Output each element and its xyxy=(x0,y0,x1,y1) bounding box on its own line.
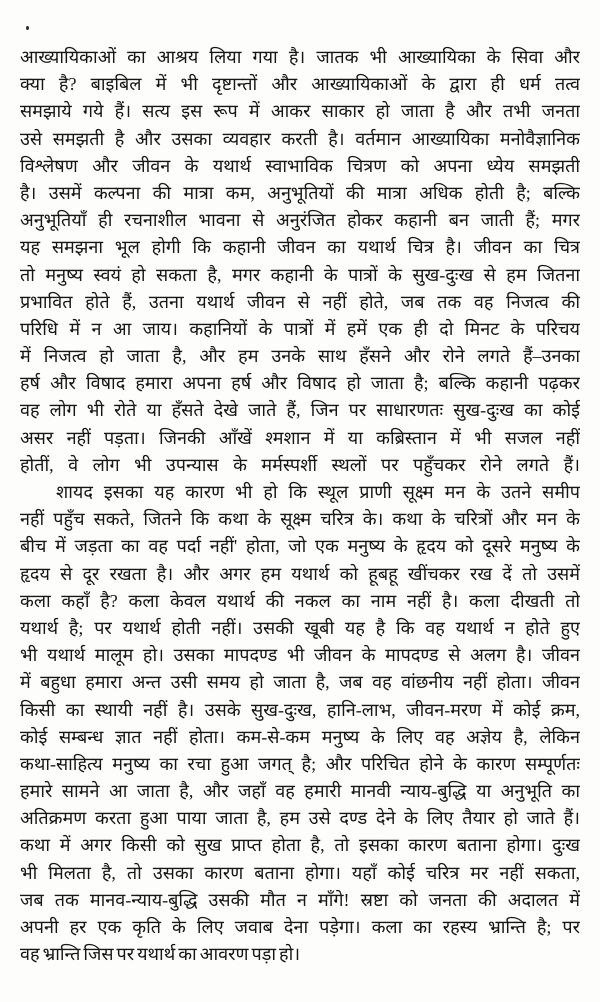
text-line: अपनी हर एक कृति के लिए जवाब देना पड़ेगा। कला का रहस्य भ्रान्ति है; पर xyxy=(20,917,580,937)
text-line: यथार्थ है; पर यथार्थ होती नहीं। उसकी खूबी यह है कि वह यथार्थ न होते हुए xyxy=(20,617,580,638)
text-line: उसे समझती है और उसका व्यवहार करती है। वर्तमान आख्यायिका मनोवैज्ञानिक xyxy=(20,128,580,149)
paragraph-2 xyxy=(20,479,580,968)
text-line: है। उसमें कल्पना की मात्रा कम, अनुभूतियों की मात्रा अधिक होती है; बल्कि xyxy=(20,182,580,203)
text-line: यह समझना भूल होगी कि कहानी जीवन का यथार्थ चित्र है। जीवन का चित्र xyxy=(20,237,580,258)
text-line: तो मनुष्य स्वयं हो सकता है, मगर कहानी के पात्रों के सुख-दुःख से हम जितना xyxy=(20,264,580,285)
text-line: में निजत्व हो जाता है, और हम उनके साथ हँसने और रोने लगते हैं–उनका xyxy=(20,346,580,367)
text-line: कला कहाँ है? कला केवल यथार्थ की नकल का नाम नहीं है। कला दीखती तो xyxy=(20,590,580,611)
text-line: हृदय से दूर रखता है। और अगर हम यथार्थ को हूबहू खींचकर रख दें तो उसमें xyxy=(20,563,580,584)
paragraph-1 xyxy=(20,44,580,479)
text-line: किसी का स्थायी नहीं है। उसके सुख-दुःख, हानि-लाभ, जीवन-मरण में कोई क्रम, xyxy=(20,699,580,720)
text-line: अनुभूतियाँ ही रचनाशील भावना से अनुरंजित होकर कहानी बन जाती हैं; मगर xyxy=(20,210,580,231)
text-line: होतीं, वे लोग भी उपन्यास के मर्मस्पर्शी स्थलों पर पहुँचकर रोने लगते हैं। xyxy=(20,454,580,475)
text-line: नहीं पहुँच सकते, जितने कि कथा के सूक्ष्म चरित्र के। कथा के चरित्रों और मन के xyxy=(20,509,580,530)
text-line: वह भ्रान्ति जिस पर यथार्थ का आवरण पड़ा हो। xyxy=(20,944,301,965)
text-line: विश्लेषण और जीवन के यथार्थ स्वाभाविक चित्रण को अपना ध्येय समझती xyxy=(20,155,580,176)
text-line: शायद इसका यह कारण भी हो कि स्थूल प्राणी सूक्ष्म मन के उतने समीप xyxy=(56,482,580,502)
text-line: कथा-साहित्य मनुष्य का रचा हुआ जगत् है; और परिचित होने के कारण सम्पूर्णतः xyxy=(20,753,580,774)
text-line: भी यथार्थ मालूम हो। उसका मापदण्ड भी जीवन के मापदण्ड से अलग है। जीवन xyxy=(20,645,580,666)
text-line: कथा में अगर किसी को सुख प्राप्त होता है, तो इसका कारण बताना होगा। दुःख xyxy=(20,835,580,856)
text-line: बीच में जड़ता का वह पर्दा नहीं' होता, जो एक मनुष्य के हृदय को दूसरे मनुष्य के xyxy=(20,536,580,557)
text-line: क्या है? बाइबिल में भी दृष्टान्तों और आख्यायिकाओं के द्वारा ही धर्म तत्व xyxy=(20,74,580,95)
text-line: असर नहीं पड़ता। जिनकी आँखें श्मशान में या कब्रिस्तान में भी सजल नहीं xyxy=(20,427,580,448)
ink-speck xyxy=(26,26,29,30)
text-line: आख्यायिकाओं का आश्रय लिया गया है। जातक भी आख्यायिका के सिवा और xyxy=(20,47,580,67)
text-line: अतिक्रमण करता हुआ पाया जाता है, हम उसे दण्ड देने के लिए तैयार हो जाते हैं। xyxy=(20,808,580,829)
text-line: समझाये गये हैं। सत्य इस रूप में आकर साकार हो जाता है और तभी जनता xyxy=(20,101,580,122)
text-line: वह लोग भी रोते या हँसते देखे जाते हैं, जिन पर साधारणतः सुख-दुःख का कोई xyxy=(20,400,580,421)
text-line: हर्ष और विषाद हमारा अपना हर्ष और विषाद हो जाता है; बल्कि कहानी पढ़कर xyxy=(20,373,580,394)
text-line: भी मिलता है, तो उसका कारण बताना होगा। यहाँ कोई चरित्र मर नहीं सकता, xyxy=(20,862,580,883)
text-line: जब तक मानव-न्याय-बुद्धि उसकी मौत न माँगे! स्रष्टा को जनता की अदालत में xyxy=(20,889,580,910)
text-line: कोई सम्बन्ध ज्ञात नहीं होता। कम-से-कम मनुष्य के लिए वह अज्ञेय है, लेकिन xyxy=(20,726,580,747)
text-line: में बहुधा हमारा अन्त उसी समय हो जाता है, जब वह वांछनीय नहीं होता। जीवन xyxy=(20,672,580,693)
text-line: परिधि में न आ जाय। कहानियों के पात्रों में हमें एक ही दो मिनट के परिचय xyxy=(20,318,580,339)
text-line: प्रभावित होते हैं, उतना यथार्थ जीवन से नहीं होते, जब तक वह निजत्व की xyxy=(20,291,580,312)
text-line: हमारे सामने आ जाता है, और जहाँ वह हमारी मानवी न्याय-बुद्धि या अनुभूति का xyxy=(20,781,580,802)
